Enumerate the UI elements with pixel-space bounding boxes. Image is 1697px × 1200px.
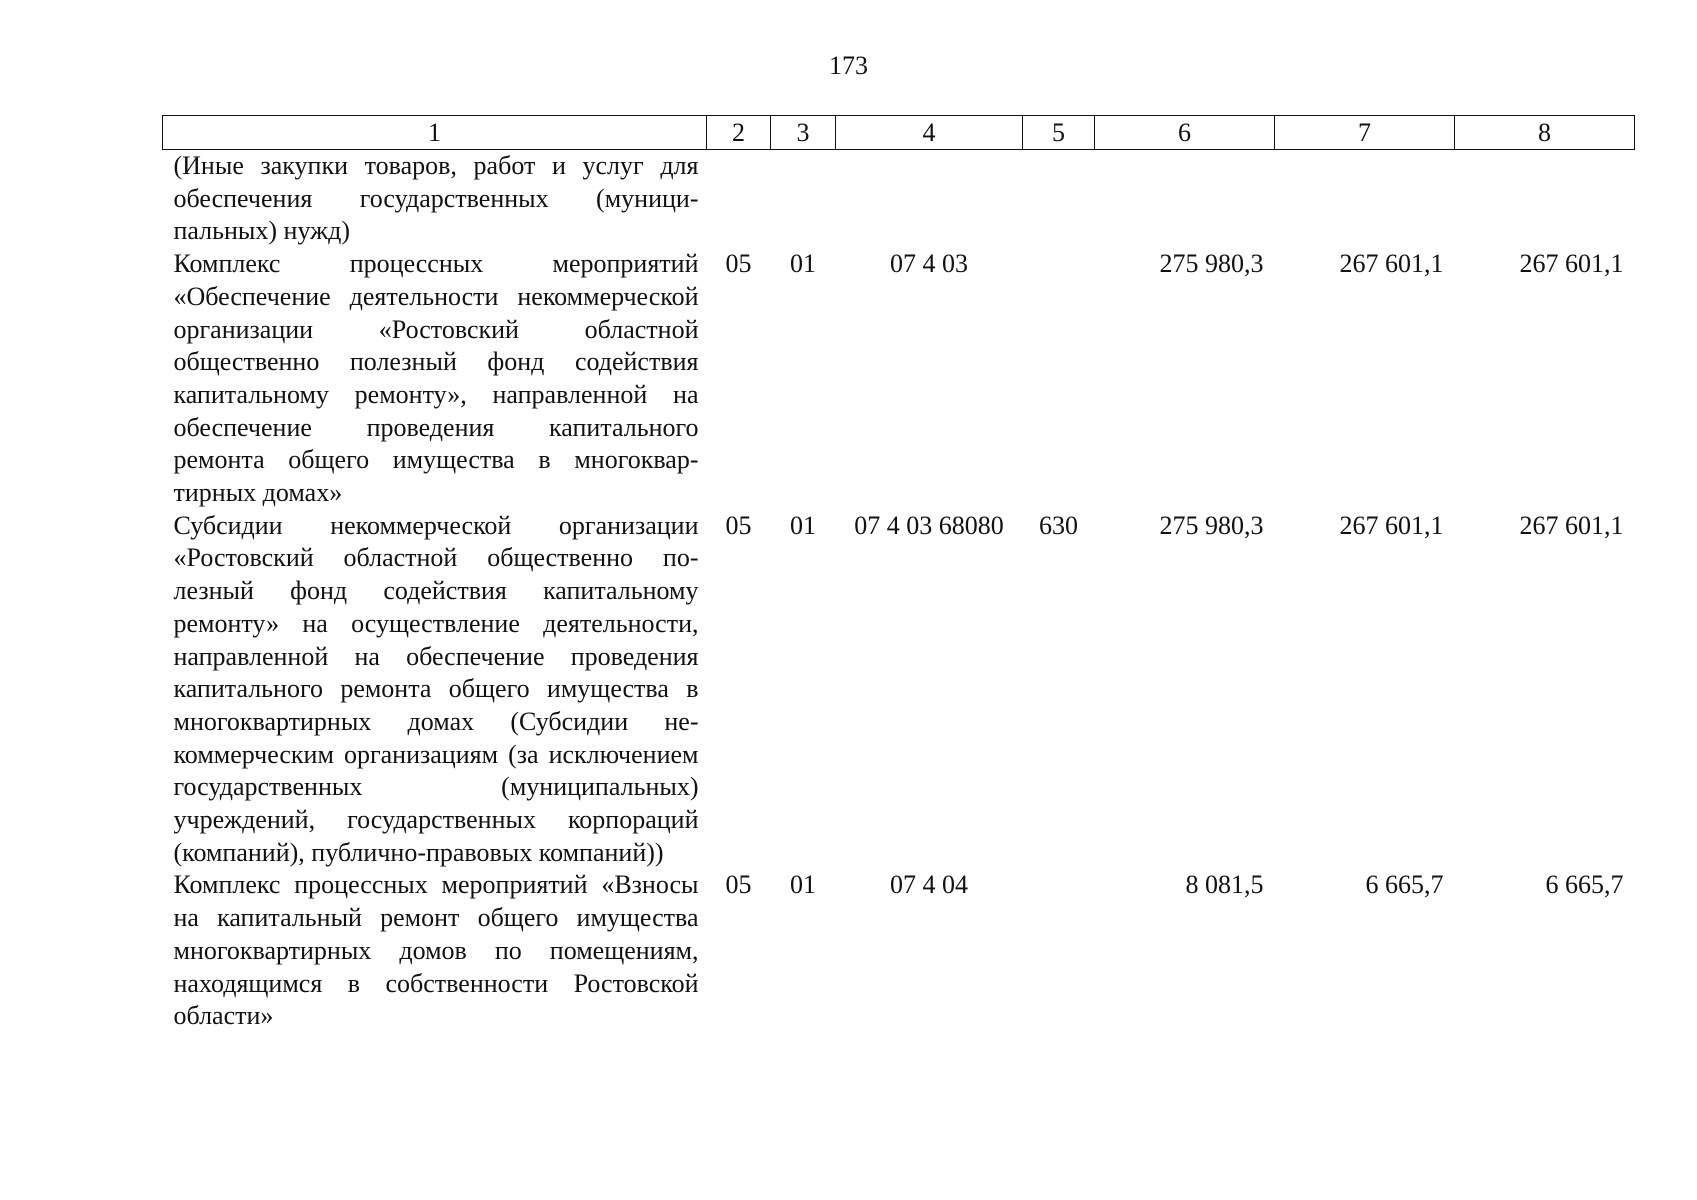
header-col-5: 5 [1023, 116, 1095, 150]
row-amount-col-7: 6 665,7 [1365, 870, 1444, 900]
row-section-code: 05 [725, 249, 752, 279]
row-description: (Иные закупки товаров, работ и услуг для обеспечения государственных (муниципальных) нужд) [173, 151, 699, 246]
row-subsection-code: 01 [790, 870, 816, 900]
row-subsection-code: 01 [790, 510, 816, 540]
row-section-code: 05 [725, 510, 752, 540]
row-target-article: 07 4 03 68080 [854, 510, 1004, 540]
header-col-3: 3 [771, 116, 836, 150]
row-description: Комплекс процессных мероприятий «Взносы на капитальный ремонт общего имущества многоквартирных домов по помещениям, находящимся в собственности Ростовской области» [173, 870, 699, 1031]
table-row [163, 510, 1635, 870]
row-amount-col-6: 8 081,5 [1185, 870, 1264, 900]
table-header [163, 116, 1635, 150]
row-amount-col-6 [1095, 150, 1275, 249]
table-row [163, 869, 1635, 1033]
table-row [163, 248, 1635, 510]
row-amount-col-6: 275 980,3 [1159, 249, 1264, 279]
row-amount-col-8: 267 601,1 [1519, 510, 1624, 540]
header-col-8: 8 [1455, 116, 1635, 150]
row-target-article: 07 4 03 [890, 249, 968, 279]
row-amount-col-6: 275 980,3 [1159, 510, 1264, 540]
header-row [163, 116, 1635, 150]
row-section-code: 05 [725, 870, 752, 900]
header-col-1: 1 [163, 116, 707, 150]
header-col-7: 7 [1275, 116, 1455, 150]
row-amount-col-7: 267 601,1 [1339, 249, 1444, 279]
row-amount-col-7 [1275, 150, 1455, 249]
row-target-article [836, 150, 1023, 249]
row-section-code [707, 150, 771, 249]
row-subsection-code [771, 150, 836, 249]
row-description: Субсидии некоммерческой организации «Ростовский областной общественно полезный фонд содействия капитальному ремонту» на осуществление деятельности, направленной на обеспечение проведения капитального ремонта общего имущества в многоквартирных домах (Субсидии некоммерческим организациям (за исключением государственных (муниципальных) учреждений, государственных корпораций (компаний), публично-правовых компаний)) [173, 510, 699, 867]
row-amount-col-8: 6 665,7 [1545, 870, 1624, 900]
row-amount-col-8 [1455, 150, 1635, 249]
header-col-4: 4 [836, 116, 1023, 150]
budget-table [162, 115, 1635, 1033]
table-body [163, 150, 1635, 1033]
page-number: 173 [829, 51, 868, 80]
row-expense-type [1023, 248, 1095, 510]
row-expense-type [1023, 150, 1095, 249]
row-amount-col-8: 267 601,1 [1519, 249, 1624, 279]
header-col-6: 6 [1095, 116, 1275, 150]
table-row [163, 150, 1635, 249]
row-expense-type: 630 [1039, 510, 1078, 540]
row-amount-col-7: 267 601,1 [1339, 510, 1444, 540]
header-col-2: 2 [707, 116, 771, 150]
row-target-article: 07 4 04 [890, 870, 968, 900]
row-description: Комплекс процессных мероприятий «Обеспечение деятельности некоммерческой организации «Ростовский областной общественно полезный фонд содействия капитальному ремонту», направленной на обеспечение проведения капитального ремонта общего имущества в многоквартирных домах» [173, 249, 699, 508]
row-subsection-code: 01 [790, 249, 816, 279]
row-expense-type [1023, 869, 1095, 1033]
